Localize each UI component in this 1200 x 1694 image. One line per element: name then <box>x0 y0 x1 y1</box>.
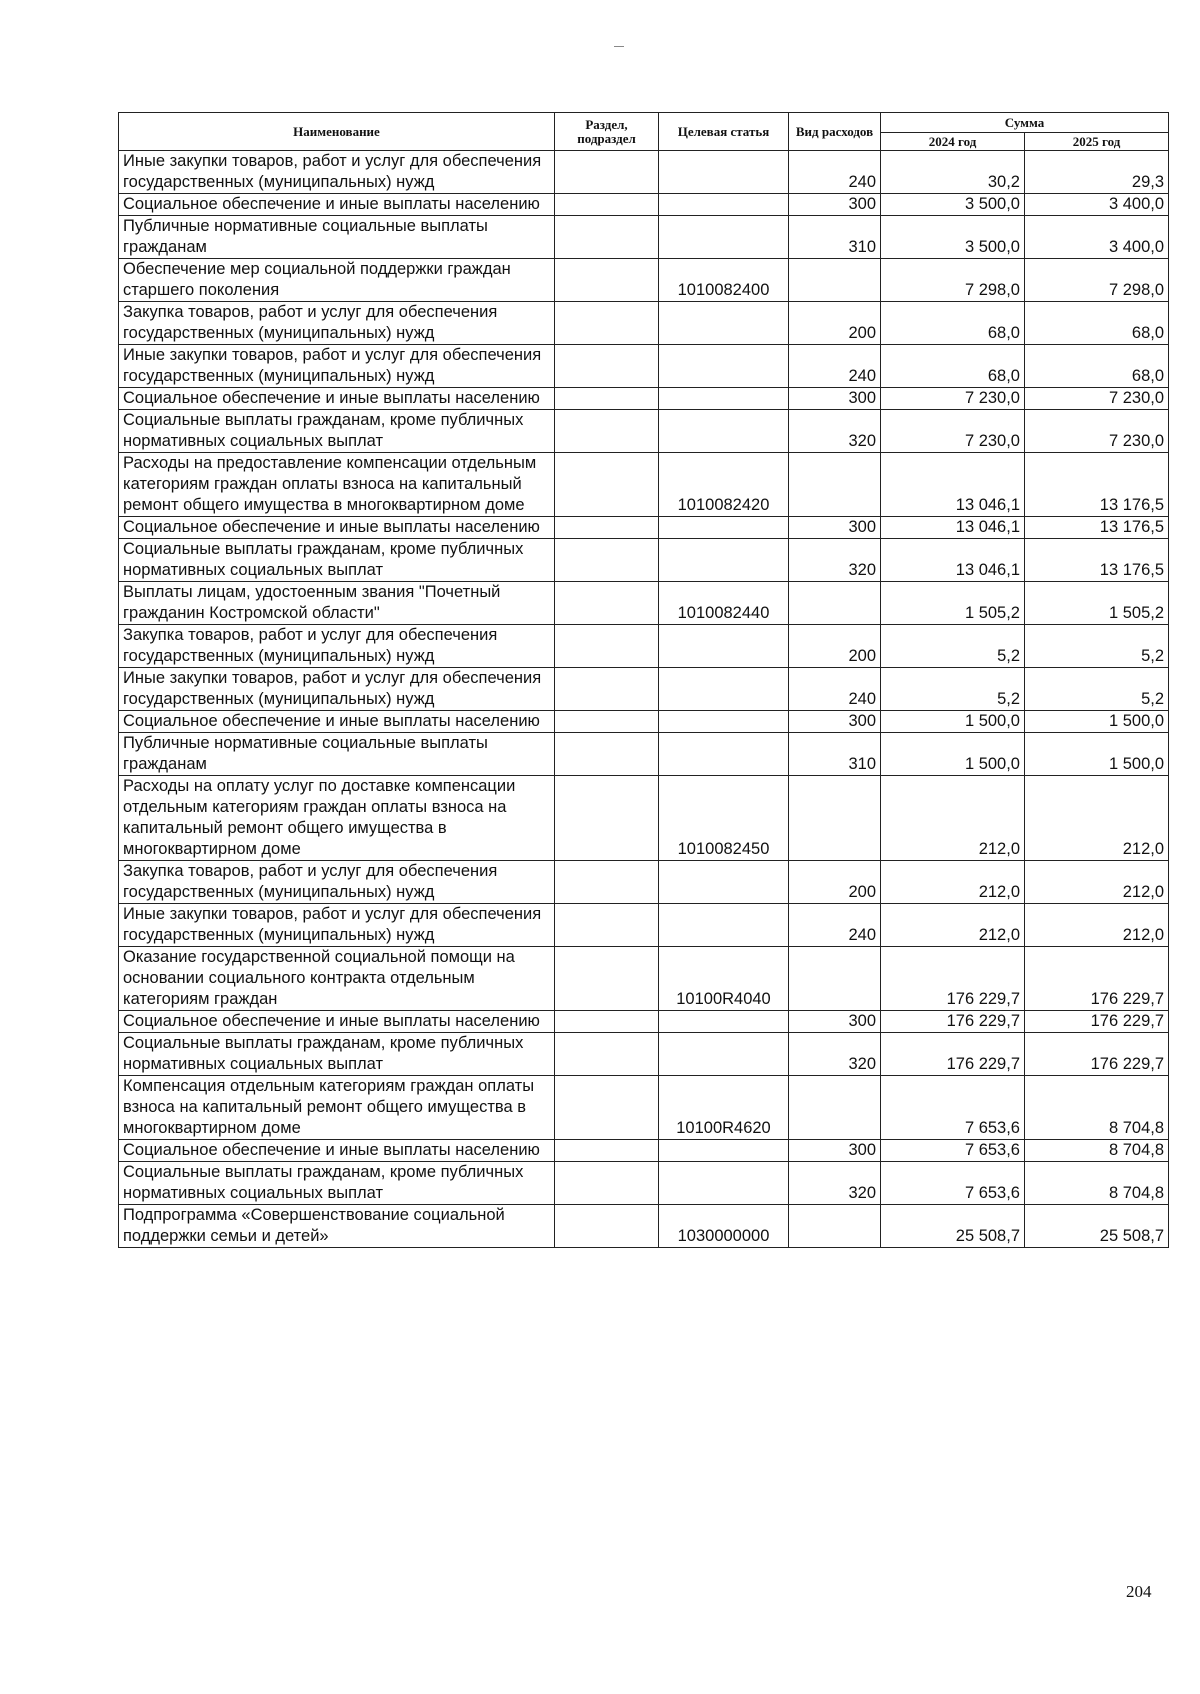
cell-type: 300 <box>789 517 881 539</box>
cell-target <box>659 625 789 668</box>
cell-name: Расходы на оплату услуг по доставке компенсации отдельным категориям граждан оплаты взноса на капитальный ремонт общего имущества в многоквартирном доме <box>119 776 555 861</box>
cell-2024: 25 508,7 <box>881 1205 1025 1248</box>
cell-type: 310 <box>789 733 881 776</box>
cell-type <box>789 259 881 302</box>
cell-section <box>555 216 659 259</box>
table-row <box>119 1033 1169 1076</box>
cell-2024: 68,0 <box>881 302 1025 345</box>
header-sum: Сумма <box>881 113 1169 133</box>
cell-section <box>555 1162 659 1205</box>
cell-2025: 68,0 <box>1025 302 1169 345</box>
cell-type: 240 <box>789 345 881 388</box>
cell-section <box>555 453 659 517</box>
cell-2025: 5,2 <box>1025 625 1169 668</box>
cell-type <box>789 1205 881 1248</box>
cell-name: Социальные выплаты гражданам, кроме публичных нормативных социальных выплат <box>119 1033 555 1076</box>
cell-2024: 7 653,6 <box>881 1140 1025 1162</box>
table-row <box>119 453 1169 517</box>
cell-section <box>555 194 659 216</box>
cell-name: Обеспечение мер социальной поддержки граждан старшего поколения <box>119 259 555 302</box>
cell-name: Закупка товаров, работ и услуг для обеспечения государственных (муниципальных) нужд <box>119 625 555 668</box>
cell-2025: 8 704,8 <box>1025 1076 1169 1140</box>
table-row <box>119 539 1169 582</box>
cell-type: 320 <box>789 1033 881 1076</box>
cell-type: 300 <box>789 1140 881 1162</box>
cell-target: 1010082440 <box>659 582 789 625</box>
cell-type: 310 <box>789 216 881 259</box>
cell-type: 320 <box>789 410 881 453</box>
cell-type: 320 <box>789 539 881 582</box>
table-row <box>119 388 1169 410</box>
cell-2024: 7 653,6 <box>881 1162 1025 1205</box>
cell-section <box>555 711 659 733</box>
table-row <box>119 216 1169 259</box>
table-row <box>119 711 1169 733</box>
cell-target: 10100R4040 <box>659 947 789 1011</box>
cell-target <box>659 1162 789 1205</box>
table-row <box>119 861 1169 904</box>
cell-2024: 3 500,0 <box>881 194 1025 216</box>
cell-section <box>555 517 659 539</box>
table-row <box>119 259 1169 302</box>
cell-name: Социальное обеспечение и иные выплаты населению <box>119 711 555 733</box>
cell-type: 320 <box>789 1162 881 1205</box>
cell-2024: 13 046,1 <box>881 517 1025 539</box>
table-row <box>119 733 1169 776</box>
cell-2025: 212,0 <box>1025 861 1169 904</box>
page-top-mark <box>614 46 624 47</box>
cell-section <box>555 861 659 904</box>
table-row <box>119 582 1169 625</box>
cell-2025: 7 298,0 <box>1025 259 1169 302</box>
header-year-2025: 2025 год <box>1025 133 1169 151</box>
cell-target <box>659 388 789 410</box>
cell-type: 240 <box>789 668 881 711</box>
cell-type: 200 <box>789 625 881 668</box>
cell-2024: 212,0 <box>881 861 1025 904</box>
cell-2024: 7 653,6 <box>881 1076 1025 1140</box>
cell-2025: 13 176,5 <box>1025 539 1169 582</box>
cell-section <box>555 733 659 776</box>
cell-2025: 3 400,0 <box>1025 216 1169 259</box>
cell-name: Социальное обеспечение и иные выплаты населению <box>119 517 555 539</box>
cell-target <box>659 345 789 388</box>
table-row <box>119 668 1169 711</box>
table-row <box>119 302 1169 345</box>
table-row <box>119 517 1169 539</box>
cell-target: 1030000000 <box>659 1205 789 1248</box>
table-row <box>119 904 1169 947</box>
cell-2025: 176 229,7 <box>1025 1011 1169 1033</box>
cell-type: 300 <box>789 1011 881 1033</box>
cell-2025: 13 176,5 <box>1025 453 1169 517</box>
header-year-2024: 2024 год <box>881 133 1025 151</box>
cell-2025: 8 704,8 <box>1025 1162 1169 1205</box>
cell-2025: 29,3 <box>1025 151 1169 194</box>
cell-2025: 13 176,5 <box>1025 517 1169 539</box>
cell-name: Социальные выплаты гражданам, кроме публичных нормативных социальных выплат <box>119 1162 555 1205</box>
cell-2024: 1 500,0 <box>881 733 1025 776</box>
cell-name: Иные закупки товаров, работ и услуг для обеспечения государственных (муниципальных) нужд <box>119 151 555 194</box>
cell-target <box>659 194 789 216</box>
cell-name: Публичные нормативные социальные выплаты гражданам <box>119 216 555 259</box>
cell-type <box>789 1076 881 1140</box>
cell-type: 300 <box>789 388 881 410</box>
cell-2025: 5,2 <box>1025 668 1169 711</box>
cell-2024: 68,0 <box>881 345 1025 388</box>
cell-section <box>555 345 659 388</box>
header-target: Целевая статья <box>659 113 789 151</box>
cell-target: 10100R4620 <box>659 1076 789 1140</box>
cell-section <box>555 904 659 947</box>
cell-target <box>659 216 789 259</box>
cell-2025: 1 500,0 <box>1025 711 1169 733</box>
cell-2024: 176 229,7 <box>881 1033 1025 1076</box>
cell-type: 200 <box>789 861 881 904</box>
cell-target <box>659 151 789 194</box>
cell-section <box>555 302 659 345</box>
cell-section <box>555 582 659 625</box>
cell-type: 240 <box>789 904 881 947</box>
table-body <box>119 151 1169 1248</box>
cell-section <box>555 410 659 453</box>
cell-target <box>659 410 789 453</box>
cell-2024: 5,2 <box>881 625 1025 668</box>
cell-name: Социальное обеспечение и иные выплаты населению <box>119 1140 555 1162</box>
cell-2025: 176 229,7 <box>1025 1033 1169 1076</box>
cell-2024: 212,0 <box>881 904 1025 947</box>
cell-2025: 8 704,8 <box>1025 1140 1169 1162</box>
cell-section <box>555 259 659 302</box>
cell-section <box>555 1011 659 1033</box>
cell-name: Социальные выплаты гражданам, кроме публичных нормативных социальных выплат <box>119 539 555 582</box>
cell-2024: 7 298,0 <box>881 259 1025 302</box>
cell-target <box>659 733 789 776</box>
cell-name: Подпрограмма «Совершенствование социальной поддержки семьи и детей» <box>119 1205 555 1248</box>
cell-2025: 1 500,0 <box>1025 733 1169 776</box>
cell-2025: 212,0 <box>1025 776 1169 861</box>
table-row <box>119 776 1169 861</box>
cell-2024: 176 229,7 <box>881 1011 1025 1033</box>
cell-type: 200 <box>789 302 881 345</box>
cell-target <box>659 302 789 345</box>
cell-name: Социальное обеспечение и иные выплаты населению <box>119 1011 555 1033</box>
cell-type: 300 <box>789 194 881 216</box>
cell-section <box>555 1033 659 1076</box>
cell-2025: 176 229,7 <box>1025 947 1169 1011</box>
cell-section <box>555 1205 659 1248</box>
cell-name: Социальные выплаты гражданам, кроме публичных нормативных социальных выплат <box>119 410 555 453</box>
cell-name: Иные закупки товаров, работ и услуг для обеспечения государственных (муниципальных) нужд <box>119 345 555 388</box>
cell-2024: 13 046,1 <box>881 539 1025 582</box>
cell-name: Иные закупки товаров, работ и услуг для обеспечения государственных (муниципальных) нужд <box>119 904 555 947</box>
cell-2024: 176 229,7 <box>881 947 1025 1011</box>
cell-target <box>659 517 789 539</box>
table-row <box>119 1140 1169 1162</box>
cell-target <box>659 904 789 947</box>
cell-2024: 212,0 <box>881 776 1025 861</box>
cell-name: Оказание государственной социальной помощи на основании социального контракта отдельным категориям граждан <box>119 947 555 1011</box>
cell-name: Закупка товаров, работ и услуг для обеспечения государственных (муниципальных) нужд <box>119 861 555 904</box>
budget-table <box>118 112 1169 1248</box>
cell-target: 1010082400 <box>659 259 789 302</box>
table-row <box>119 345 1169 388</box>
cell-name: Расходы на предоставление компенсации отдельным категориям граждан оплаты взноса на капитальный ремонт общего имущества в многоквартирном доме <box>119 453 555 517</box>
cell-target: 1010082450 <box>659 776 789 861</box>
cell-type <box>789 582 881 625</box>
table-row <box>119 1205 1169 1248</box>
table-row <box>119 947 1169 1011</box>
cell-target <box>659 668 789 711</box>
cell-type <box>789 453 881 517</box>
cell-section <box>555 947 659 1011</box>
table-row <box>119 1011 1169 1033</box>
cell-section <box>555 1140 659 1162</box>
cell-2024: 30,2 <box>881 151 1025 194</box>
cell-name: Публичные нормативные социальные выплаты гражданам <box>119 733 555 776</box>
cell-name: Выплаты лицам, удостоенным звания "Почетный гражданин Костромской области" <box>119 582 555 625</box>
cell-2025: 3 400,0 <box>1025 194 1169 216</box>
cell-section <box>555 388 659 410</box>
cell-2024: 7 230,0 <box>881 410 1025 453</box>
cell-target <box>659 1140 789 1162</box>
cell-target <box>659 1033 789 1076</box>
cell-section <box>555 668 659 711</box>
cell-type <box>789 776 881 861</box>
cell-2024: 7 230,0 <box>881 388 1025 410</box>
table-row <box>119 625 1169 668</box>
cell-2025: 7 230,0 <box>1025 388 1169 410</box>
page-number: 204 <box>1126 1582 1152 1601</box>
cell-2024: 13 046,1 <box>881 453 1025 517</box>
cell-2024: 5,2 <box>881 668 1025 711</box>
cell-2025: 1 505,2 <box>1025 582 1169 625</box>
cell-2024: 3 500,0 <box>881 216 1025 259</box>
cell-target <box>659 1011 789 1033</box>
cell-type: 300 <box>789 711 881 733</box>
cell-2024: 1 500,0 <box>881 711 1025 733</box>
cell-target <box>659 711 789 733</box>
cell-2024: 1 505,2 <box>881 582 1025 625</box>
cell-name: Компенсация отдельным категориям граждан оплаты взноса на капитальный ремонт общего имущества в многоквартирном доме <box>119 1076 555 1140</box>
cell-section <box>555 776 659 861</box>
table-row <box>119 151 1169 194</box>
cell-section <box>555 625 659 668</box>
cell-section <box>555 539 659 582</box>
table-header <box>119 113 1169 151</box>
table-row <box>119 410 1169 453</box>
cell-2025: 68,0 <box>1025 345 1169 388</box>
cell-name: Закупка товаров, работ и услуг для обеспечения государственных (муниципальных) нужд <box>119 302 555 345</box>
table-row <box>119 1076 1169 1140</box>
cell-2025: 25 508,7 <box>1025 1205 1169 1248</box>
cell-2025: 7 230,0 <box>1025 410 1169 453</box>
table-row <box>119 1162 1169 1205</box>
cell-2025: 212,0 <box>1025 904 1169 947</box>
cell-type <box>789 947 881 1011</box>
table-row <box>119 194 1169 216</box>
cell-name: Социальное обеспечение и иные выплаты населению <box>119 194 555 216</box>
cell-target <box>659 539 789 582</box>
cell-section <box>555 151 659 194</box>
cell-name: Социальное обеспечение и иные выплаты населению <box>119 388 555 410</box>
cell-section <box>555 1076 659 1140</box>
cell-type: 240 <box>789 151 881 194</box>
header-name: Наименование <box>119 113 555 151</box>
cell-target: 1010082420 <box>659 453 789 517</box>
header-type: Вид расходов <box>789 113 881 151</box>
header-section: Раздел, подраздел <box>555 113 659 151</box>
cell-target <box>659 861 789 904</box>
cell-name: Иные закупки товаров, работ и услуг для обеспечения государственных (муниципальных) нужд <box>119 668 555 711</box>
